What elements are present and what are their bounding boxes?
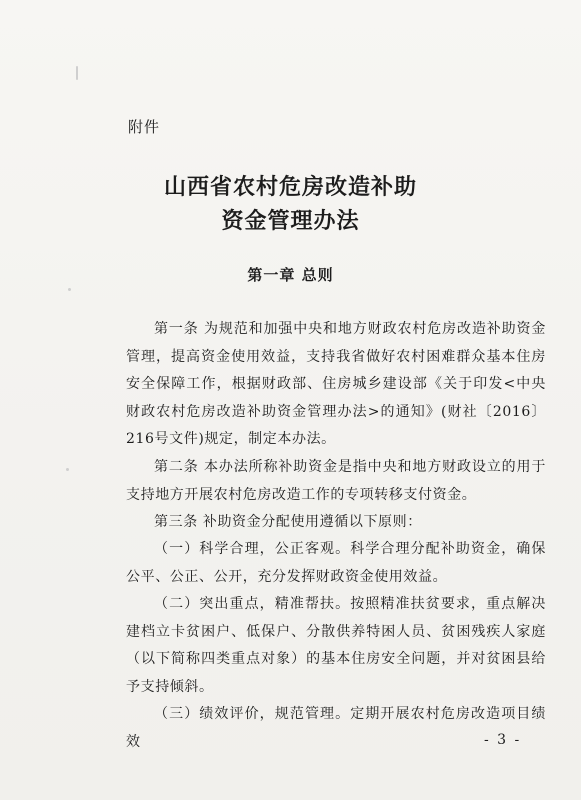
paragraph-principle-2: （二）突出重点，精准帮扶。按照精准扶贫要求，重点解决建档立卡贫困户、低保户、分散供养特困人员、贫困残疾人家庭（以下简称四类重点对象）的基本住房安全问题，并对贫困县给予支持倾斜。 <box>126 596 546 695</box>
scan-mark <box>68 288 71 291</box>
page-number: - 3 - <box>484 732 522 748</box>
scan-mark <box>66 468 69 471</box>
attachment-label: 附件 <box>128 118 161 136</box>
paragraph-article-1: 第一条 为规范和加强中央和地方财政农村危房改造补助资金管理，提高资金使用效益，支持我省做好农村困难群众基本住房安全保障工作，根据财政部、住房城乡建设部《关于印发<中央财政农村危房改造补助资金管理办法>的通知》(财社〔2016〕216号文件)规定，制定本办法。 <box>126 321 546 447</box>
paragraph-principle-1: （一）科学合理，公正客观。科学合理分配补助资金，确保公平、公正、公开，充分发挥财政资金使用效益。 <box>126 541 546 585</box>
scan-mark <box>76 66 78 80</box>
document-title-line-2: 资金管理办法 <box>221 208 360 234</box>
chapter-heading: 第一章 总则 <box>247 266 334 284</box>
paragraph-principle-3: （三）绩效评价，规范管理。定期开展农村危房改造项目绩效 <box>126 706 546 750</box>
paragraph-article-3: 第三条 补助资金分配使用遵循以下原则： <box>154 514 422 530</box>
document-title-line-1: 山西省农村危房改造补助 <box>163 174 417 200</box>
paragraph-article-2: 第二条 本办法所称补助资金是指中央和地方财政设立的用于支持地方开展农村危房改造工作的专项转移支付资金。 <box>126 459 546 503</box>
